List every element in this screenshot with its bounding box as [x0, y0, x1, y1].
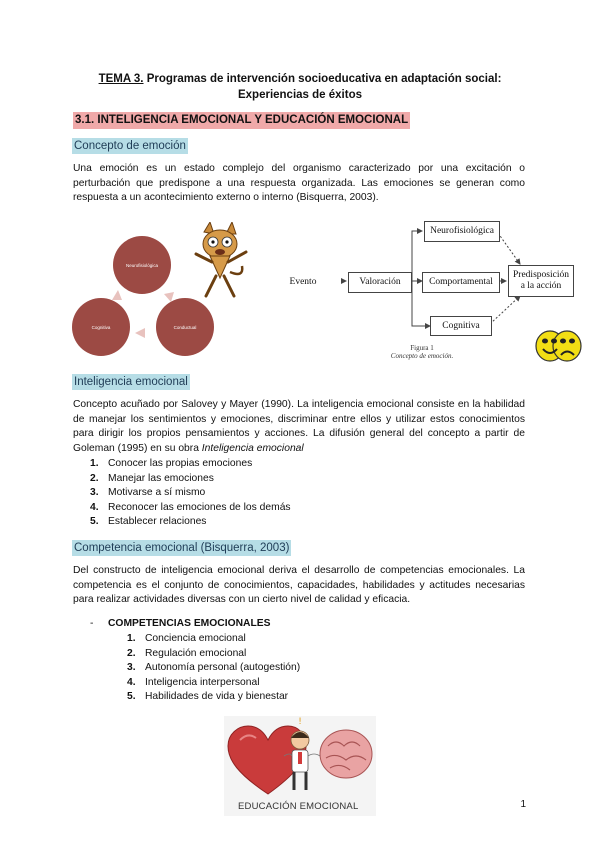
list-item-text: Conocer las propias emociones [108, 458, 253, 469]
list-item [127, 676, 427, 691]
list-item-number: 3. [90, 487, 99, 498]
box-predisposicion [508, 265, 574, 297]
list-item [90, 501, 390, 516]
list-item-number: 2. [90, 472, 99, 484]
educacion-emocional-illustration [224, 716, 376, 816]
list-item-number: 4. [127, 676, 136, 688]
list-item [127, 632, 427, 647]
cycle-circle-neurofisiologica: Neurofisiológica [113, 236, 171, 294]
competencias-list [127, 632, 427, 705]
inteligencia-list [90, 457, 390, 530]
competencia-heading: Competencia emocional (Bisquerra, 2003) [74, 542, 290, 554]
predisposicion-line2: a la acción [520, 281, 562, 291]
list-item-number: 2. [127, 647, 136, 659]
box-neurofisiologica: Neurofisiológica [424, 221, 500, 242]
list-item-number: 4. [90, 501, 99, 513]
list-item [90, 457, 390, 472]
concepto-paragraph: Una emoción es un estado complejo del organismo caracterizado por una excitación o perturbación que predispone a una respuesta organizada. Las emociones se generan como respuesta a un acontecimiento externo o interno (Bisquerra, 2003). [73, 163, 525, 203]
competencia-paragraph: Del constructo de inteligencia emocional deriva el desarrollo de competencias emocionales. La competencia es el conjunto de conocimientos, capacidades, habilidades y actitudes necesarias para realizar actividades diversas con un cierto nivel de calidad y eficacia. [73, 565, 525, 605]
cycle-circle-conductual: Conductual [156, 298, 214, 356]
list-item-text: Regulación emocional [145, 647, 247, 659]
list-item-number: 1. [127, 633, 136, 644]
competencias-list-title: COMPETENCIAS EMOCIONALES [108, 618, 271, 629]
list-item [127, 690, 427, 705]
list-item-text: Establecer relaciones [108, 516, 207, 527]
list-item-text: Motivarse a sí mismo [108, 487, 206, 498]
predisposicion-line1: Predisposición [513, 270, 569, 280]
concepto-heading: Concepto de emoción [74, 140, 186, 152]
bullet-dash: - [90, 618, 94, 629]
list-item [127, 661, 427, 676]
cycle-arrow-bottom [135, 328, 145, 338]
heart-brain-drawing [224, 716, 376, 800]
cycle-arrow-left [112, 290, 122, 300]
list-item-text: Inteligencia interpersonal [145, 676, 260, 688]
title-tema: TEMA 3. [98, 73, 144, 85]
competencias-list-title-row [90, 617, 271, 632]
cycle-arrow-right [164, 292, 174, 302]
box-valoracion: Valoración [348, 272, 412, 293]
list-item-text: Reconocer las emociones de los demás [108, 501, 291, 513]
figure-caption-number: Figura 1 [410, 344, 434, 352]
list-item-number: 1. [90, 458, 99, 469]
list-item-text: Habilidades de vida y bienestar [145, 691, 289, 702]
box-cognitiva: Cognitiva [430, 316, 492, 336]
inteligencia-book-title: Inteligencia emocional [201, 442, 304, 454]
inteligencia-text: Concepto acuñado por Salovey y Mayer (1990). La inteligencia emocional consiste en la habilidad de manejar los sentimientos y emociones, discriminar entre ellos y utilizar estos conocimientos para dirigir los propios pensamientos y acciones. La difusión general del concepto a partir de Goleman (1995) en su obra [73, 399, 525, 454]
list-item-number: 3. [127, 662, 136, 673]
figure-caption [362, 344, 482, 360]
title-line2: Experiencias de éxitos [237, 89, 362, 101]
box-comportamental: Comportamental [422, 272, 500, 293]
emotion-masks-icon [527, 318, 589, 374]
cycle-circle-cognitiva: Cognitiva [72, 298, 130, 356]
list-item [90, 486, 390, 501]
list-item-number: 5. [90, 516, 99, 527]
educacion-emocional-label: EDUCACIÓN EMOCIONAL [238, 801, 359, 812]
svg-text:!: ! [298, 717, 302, 727]
list-item [127, 647, 427, 662]
list-item-text: Conciencia emocional [145, 633, 246, 644]
list-item-number: 5. [127, 691, 136, 702]
list-item-text: Manejar las emociones [108, 472, 214, 484]
inteligencia-paragraph [73, 398, 525, 456]
list-item [90, 515, 390, 530]
figure-caption-title: Concepto de emoción. [390, 352, 454, 360]
scared-cat-illustration [190, 222, 250, 300]
page-number: 1 [520, 799, 526, 810]
list-item-text: Autonomía personal (autogestión) [145, 662, 301, 673]
section-heading: 3.1. INTELIGENCIA EMOCIONAL Y EDUCACIÓN EMOCIONAL [73, 112, 410, 129]
list-item [90, 472, 390, 487]
box-evento: Evento [266, 272, 340, 293]
title-rest: Programas de intervención socioeducativa en adaptación social: [143, 73, 502, 85]
inteligencia-heading: Inteligencia emocional [74, 376, 188, 388]
document-title [60, 71, 540, 103]
